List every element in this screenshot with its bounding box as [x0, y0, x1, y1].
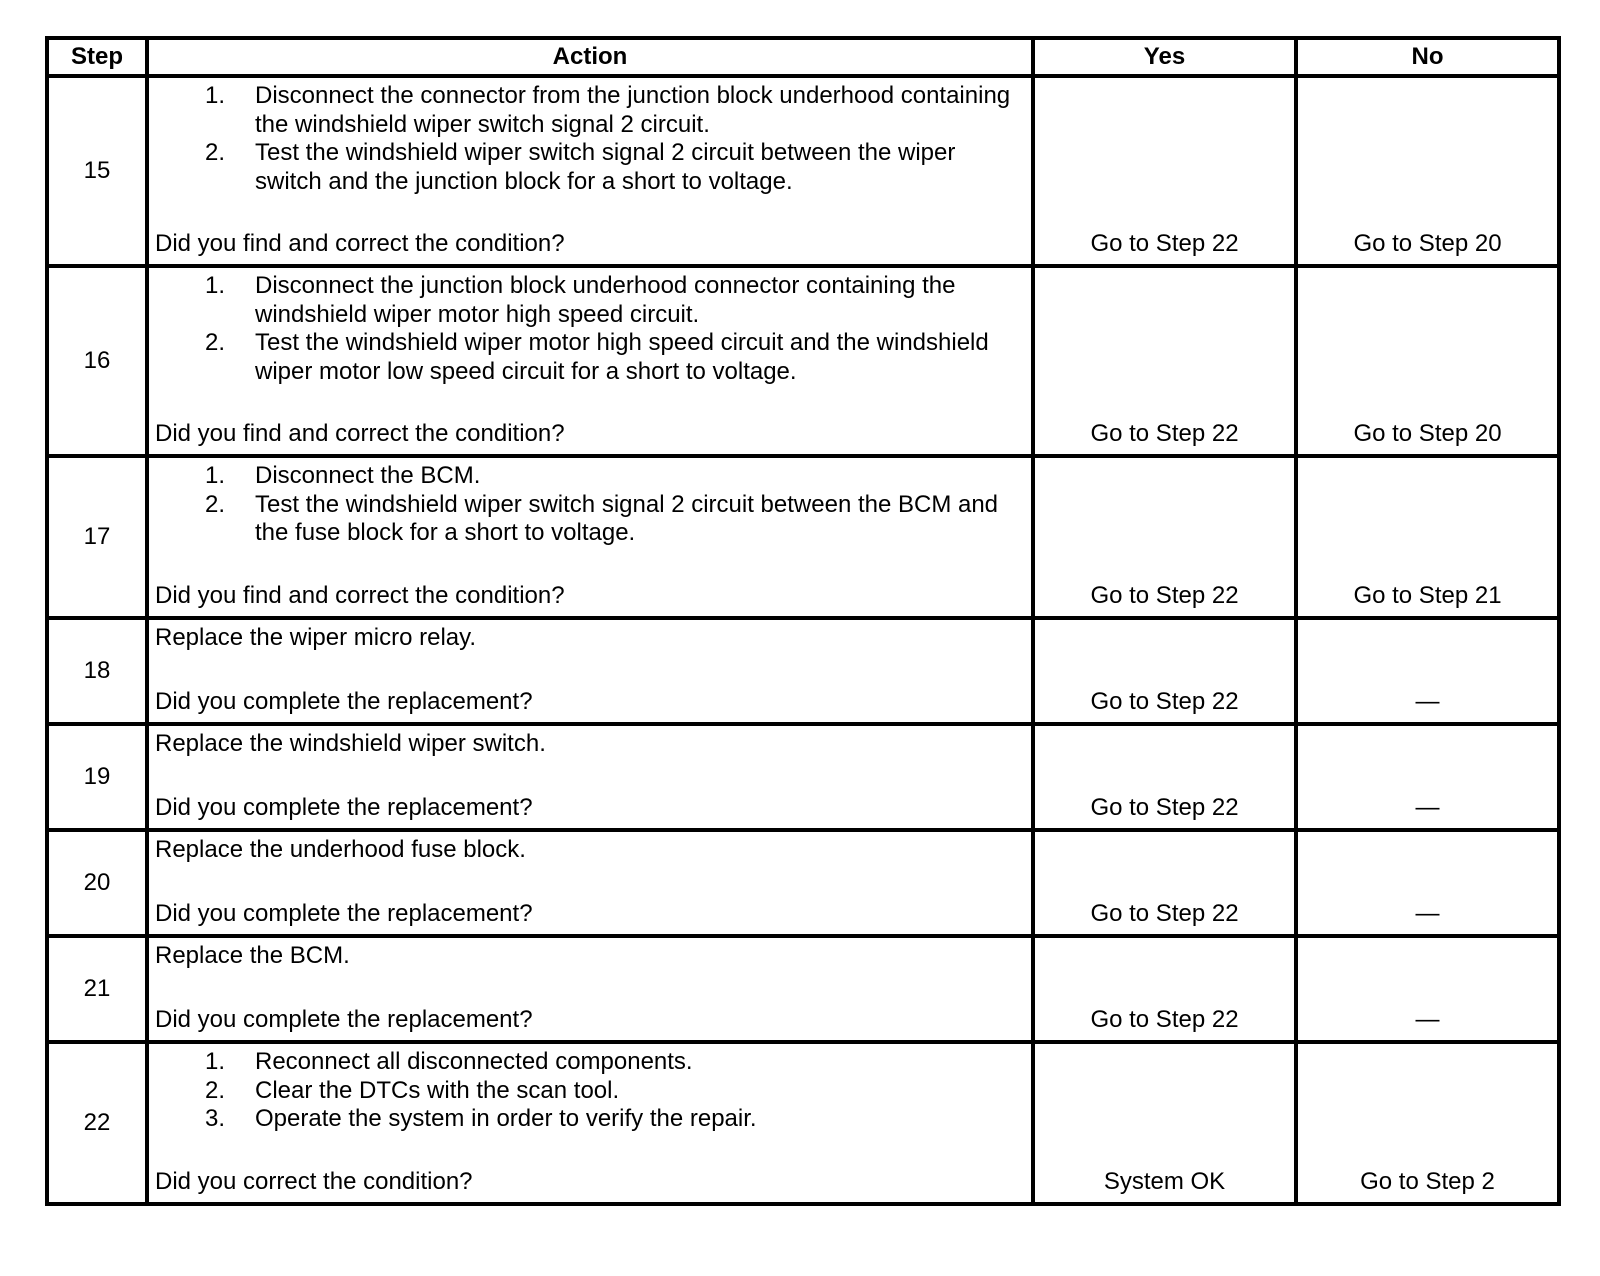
action-steps	[155, 1048, 1027, 1134]
step-item-text: Test the windshield wiper motor high speed circuit and the windshield wiper motor low speed circuit for a short to voltage.	[255, 329, 989, 385]
yes-result: Go to Step 22	[1033, 76, 1296, 266]
action-instruction: Replace the windshield wiper switch.	[155, 730, 546, 757]
step-item-text: Disconnect the junction block underhood connector containing the windshield wiper motor high speed circuit.	[255, 272, 956, 328]
step-item-number: 2.	[204, 329, 225, 356]
action-cell	[147, 1042, 1033, 1204]
yes-result: Go to Step 22	[1033, 618, 1296, 724]
table-row	[47, 830, 1559, 936]
action-question: Did you find and correct the condition?	[155, 419, 565, 447]
step-item-number: 1.	[204, 462, 225, 489]
step-item-text: Disconnect the connector from the junction block underhood containing the windshield wiper switch signal 2 circuit.	[255, 82, 1011, 138]
table-row	[47, 266, 1559, 456]
action-instruction: Replace the underhood fuse block.	[155, 836, 526, 863]
table-row	[47, 618, 1559, 724]
step-number: 16	[47, 266, 147, 456]
diagnostic-table	[45, 36, 1561, 1206]
table-row	[47, 456, 1559, 618]
action-step-item	[155, 272, 1027, 329]
header-action: Action	[147, 38, 1033, 76]
action-cell	[147, 724, 1033, 830]
action-steps	[155, 82, 1027, 196]
table-row	[47, 936, 1559, 1042]
no-result: —	[1296, 724, 1559, 830]
yes-result: Go to Step 22	[1033, 830, 1296, 936]
action-cell	[147, 266, 1033, 456]
step-item-text: Test the windshield wiper switch signal 2 circuit between the BCM and the fuse block for a short to voltage.	[255, 490, 999, 546]
action-question: Did you complete the replacement?	[155, 1005, 533, 1033]
step-item-text: Reconnect all disconnected components.	[255, 1048, 693, 1075]
no-result: Go to Step 20	[1296, 266, 1559, 456]
yes-result: System OK	[1033, 1042, 1296, 1204]
step-number: 17	[47, 456, 147, 618]
action-cell	[147, 456, 1033, 618]
action-cell	[147, 936, 1033, 1042]
action-steps	[155, 462, 1027, 548]
action-cell	[147, 618, 1033, 724]
action-steps	[155, 272, 1027, 386]
action-question: Did you complete the replacement?	[155, 899, 533, 927]
action-step-item	[155, 329, 1027, 386]
action-question: Did you correct the condition?	[155, 1167, 473, 1195]
header-row	[47, 38, 1559, 76]
step-number: 20	[47, 830, 147, 936]
step-item-number: 2.	[204, 490, 225, 518]
yes-result: Go to Step 22	[1033, 936, 1296, 1042]
no-result: Go to Step 2	[1296, 1042, 1559, 1204]
action-question: Did you complete the replacement?	[155, 687, 533, 715]
action-step-item	[155, 1048, 1027, 1077]
step-number: 18	[47, 618, 147, 724]
no-result: Go to Step 20	[1296, 76, 1559, 266]
yes-result: Go to Step 22	[1033, 456, 1296, 618]
step-item-number: 3.	[204, 1105, 225, 1132]
action-instruction: Replace the BCM.	[155, 942, 350, 969]
step-number: 15	[47, 76, 147, 266]
action-cell	[147, 830, 1033, 936]
action-question: Did you find and correct the condition?	[155, 229, 565, 257]
header-no: No	[1296, 38, 1559, 76]
action-step-item	[155, 1077, 1027, 1106]
header-yes: Yes	[1033, 38, 1296, 76]
action-question: Did you complete the replacement?	[155, 793, 533, 821]
no-result: Go to Step 21	[1296, 456, 1559, 618]
no-result: —	[1296, 618, 1559, 724]
no-result: —	[1296, 936, 1559, 1042]
action-step-item	[155, 139, 1027, 196]
action-question: Did you find and correct the condition?	[155, 581, 565, 609]
step-item-number: 2.	[204, 139, 225, 166]
table-row	[47, 76, 1559, 266]
action-instruction: Replace the wiper micro relay.	[155, 624, 477, 651]
action-step-item	[155, 462, 1027, 491]
step-item-number: 1.	[204, 82, 225, 109]
yes-result: Go to Step 22	[1033, 266, 1296, 456]
step-item-text: Clear the DTCs with the scan tool.	[255, 1076, 620, 1104]
step-number: 21	[47, 936, 147, 1042]
step-item-text: Disconnect the BCM.	[255, 462, 481, 489]
no-result: —	[1296, 830, 1559, 936]
action-cell	[147, 76, 1033, 266]
yes-result: Go to Step 22	[1033, 724, 1296, 830]
step-item-text: Test the windshield wiper switch signal 2 circuit between the wiper switch and the junction block for a short to voltage.	[255, 139, 956, 195]
table-row	[47, 1042, 1559, 1204]
step-item-number: 1.	[204, 272, 225, 299]
action-step-item	[155, 491, 1027, 548]
step-item-text: Operate the system in order to verify the repair.	[255, 1105, 757, 1132]
step-item-number: 1.	[204, 1048, 225, 1075]
header-step: Step	[47, 38, 147, 76]
step-number: 19	[47, 724, 147, 830]
action-step-item	[155, 1105, 1027, 1134]
step-number: 22	[47, 1042, 147, 1204]
step-item-number: 2.	[204, 1076, 225, 1104]
table-row	[47, 724, 1559, 830]
action-step-item	[155, 82, 1027, 139]
